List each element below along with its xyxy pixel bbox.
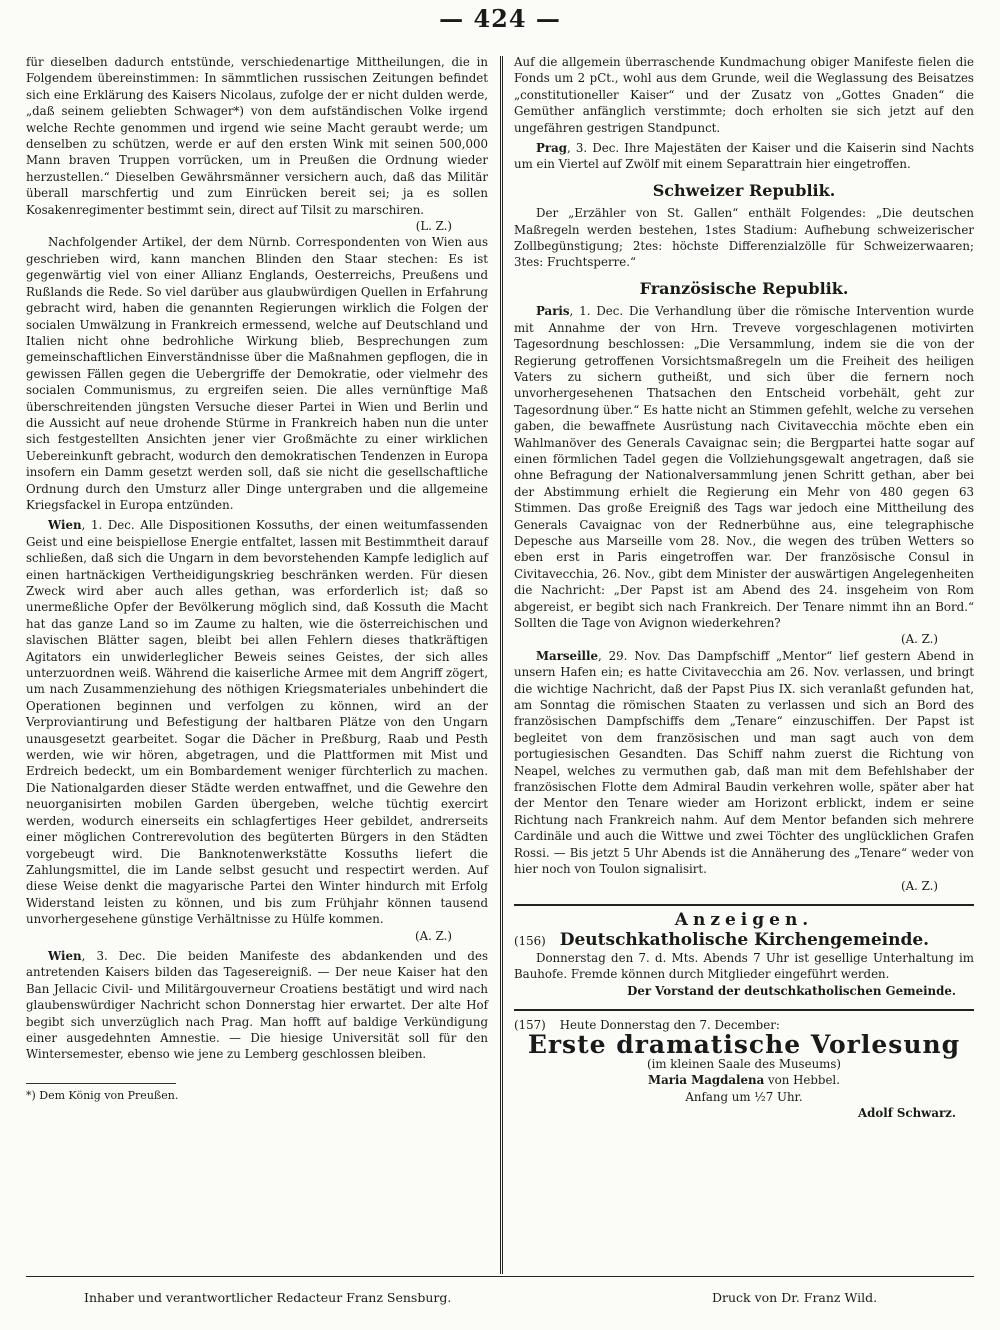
ad-signature: Adolf Schwarz. xyxy=(857,1105,956,1120)
right-column xyxy=(514,54,974,1254)
section-heading-france: Französische Republik. xyxy=(639,278,849,298)
footnote: *) Dem König von Preußen. xyxy=(26,1088,179,1102)
article-body: , 3. Dec. Ihre Majestäten der Kaiser und die Kaiserin sind Nachts um ein Viertel auf Zwölf mit einem Separattrain hier eingetroffen. xyxy=(514,141,974,172)
ad-signature: Der Vorstand der deutschkatholischen Gemeinde. xyxy=(627,983,956,998)
article-swiss: Der „Erzähler von St. Gallen“ enthält Folgendes: „Die deutschen Maßregeln werden bestehen, 1stes Stadium: Aufhebung schweizerischer Zollbegünstigung; 2tes: höchste Differenzialzölle für Schweizerwaaren; 3tes: Fruchtsperre.“ xyxy=(514,206,974,270)
ad-heading: Erste dramatische Vorlesung xyxy=(527,1030,961,1060)
article-alliance: Nachfolgender Artikel, der dem Nürnb. Correspondenten von Wien aus geschrieben wird, kann manchen Blinden den Staar stechen: Es ist gegenwärtig viel von einer Allianz Englands, Oesterreichs, Preußens und Rußlands die Rede. So viel darüber aus glaubwürdigen Quellen in Erfahrung gebracht wird, haben die genannten Regierungen wirklich die Folgen der socialen Umwälzung in Frankreich ermessend, welche auf Deutschland und Italien nicht ohne bedrohliche Wirkung blieb, Besprechungen zum gemeinschaftlichen Einverständnisse über die Maßnahmen gepflogen, die in gewissen Fällen gegen die Uebergriffe der Demokratie, oder vielmehr des socialen Communismus, zu ergreifen seien. Die alles vernünftige Maß überschreitenden jüngsten Versuche dieser Partei in Wien und Berlin und die Aussicht auf neue drohende Stürme in Frankreich haben nun die unter sich festgestellten Ansichten jener vier Großmächte zu einer wirklichen Uebereinkunft gebracht, wodurch den demokratischen Tendenzen in Europa insofern ein Damm gesetzt werden soll, daß sie nicht die gesellschaftliche Ordnung durch den Umsturz aller Dinge untergraben und die allgemeine Kriegsfackel in Europa entzünden. xyxy=(26,235,488,512)
ad-work-title: Maria Magdalena xyxy=(648,1073,765,1088)
source-signature: (A. Z.) xyxy=(901,878,938,893)
article-prag xyxy=(514,140,974,173)
column-divider xyxy=(500,56,503,1274)
article-body: , 29. Nov. Das Dampfschiff „Mentor“ lief gestern Abend in unsern Hafen ein; es hatte Civitavecchia am 26. Nov. verlassen, und bringt die wichtige Nachricht, daß der Papst Pius IX. sich veranlaßt gefunden hat, am Sonntag die römischen Staaten zu verlassen und sich an Bord des französischen Dampfschiffs dem „Tenare“ einzuschiffen. Der Papst ist begleitet von dem französischen und man sagt auch von dem portugiesischen Gesandten. Das Schiff nahm zuerst die Richtung von Neapel, welches zu vermuthen gab, daß man mit dem Befehlshaber der französischen Flotte dem Admiral Baudin verkehren wolle, später aber hat der Mentor den Tenare wieder am Horizont erblickt, indem er seine Richtung nach Frankreich nahm. Auf dem Mentor befanden sich mehrere Cardinäle und auch die Wittwe und zwei Töchter des unglücklichen Grafen Rossi. — Bis jetzt 5 Uhr Abends ist die Annäherung des „Tenare“ weder von hier noch von Toulon signalisirt. xyxy=(514,648,974,877)
article-body: , 1. Dec. Die Verhandlung über die römische Intervention wurde mit Annahme der von Hrn. Treveve vorgeschlagenen motivirten Tagesordnung beschlossen: „Die Versammlung, indem sie die von der Regierung getroffenen Vorsichtsmaßregeln um die Freiheit des heiligen Vaters zu sichern gutheißt, und sich über die fernern noch unvorhergesehenen Thatsachen den Entscheid vorbehält, geht zur Tagesordnung über.“ Es hatte nicht an Stimmen gefehlt, welche zu versehen gaben, die bewaffnete Ausrüstung nach Civitavecchia möchte eben ein Wahlmanöver des Generals Cavaignac sein; die Bergpartei hatte sogar auf einen förmlichen Tadel gegen die Vollziehungsgewalt angetragen, daß sie ohne Befragung der Nationalversammlung jenen Schritt gethan, aber bei der Abstimmung erhielt die Regierung ein Mehr von 480 gegen 63 Stimmen. Das große Ereigniß des Tags war jedoch eine Mittheilung des Generals Cavaignac von der Rednerbühne aus, eine telegraphische Depesche aus Marseille vom 28. Nov., die wegen des trüben Wetters so eben erst in Paris eingetroffen war. Der französische Consul in Civitavecchia, 26. Nov., gibt dem Minister der auswärtigen Angelegenheiten die Nachricht: „Der Papst ist am Abend des 24. insgeheim von Rom abgereist, er begibt sich nach Frankreich. Der Tenare nimmt ihn an Bord.“ Sollten die Tage von Avignon wiederkehren? xyxy=(514,304,974,630)
source-signature: (A. Z.) xyxy=(415,928,452,943)
ad-separator xyxy=(514,1009,974,1011)
advertisement-157 xyxy=(514,1017,974,1121)
article-marseille xyxy=(514,648,974,878)
ad-number: (156) xyxy=(514,934,546,949)
article-russia: für dieselben dadurch entstünde, verschiedenartige Mittheilungen, die in Folgendem übereinstimmen: In sämmtlichen russischen Zeitungen befindet sich eine Erklärung des Kaisers Nicolaus, zufolge der er nicht dulden werde, „daß seinem geliebten Schwager*) von dem aufständischen Volke irgend welche Rechte genommen und irgend wie seine Macht geraubt werde; um denselben zu schützen, werde er auf den ersten Wink mit seinen 500,000 Mann braven Truppen vorrücken, um in Preußen die Ordnung wieder herzustellen.“ Dieselben Gewährsmänner versichern auch, daß das Militär überall marschfertig und zum Einrücken bereit sei; ja es sollen Kosakenregimenter bestimmt sein, direct auf Tilsit zu marschiren. xyxy=(26,55,488,217)
article-fonds: Auf die allgemein überraschende Kundmachung obiger Manifeste fielen die Fonds um 2 pCt., wohl aus dem Grunde, weil die Weglassung des Beisatzes „constitutioneller Kaiser“ und der Zusatz von „Gottes Gnaden“ die Gemüther anfänglich verstimmte; doch erholten sie sich jetzt auf den ungefähren gestrigen Standpunct. xyxy=(514,55,974,135)
ad-venue: (im kleinen Saale des Museums) xyxy=(646,1056,842,1071)
article-wien-3dec xyxy=(26,948,488,1063)
ad-start-time: Anfang um ½7 Uhr. xyxy=(685,1089,803,1104)
footer-rule xyxy=(26,1276,974,1277)
ads-rule xyxy=(514,904,974,906)
footer-printer: Druck von Dr. Franz Wild. xyxy=(712,1290,878,1305)
ad-heading-line xyxy=(514,932,974,949)
source-signature: (A. Z.) xyxy=(901,632,938,647)
advertisement-156 xyxy=(514,932,974,999)
article-paris xyxy=(514,303,974,631)
ad-heading: Deutschkatholische Kirchengemeinde. xyxy=(559,930,930,951)
ads-title: Anzeigen. xyxy=(674,909,814,930)
article-body: , 1. Dec. Alle Dispositionen Kossuths, der einen weitumfassenden Geist und eine beispiellose Energie entfaltet, lassen mit Bestimmtheit darauf schließen, daß sich die Ungarn in dem bevorstehenden Kampfe lediglich auf einen hartnäckigen Vertheidigungskrieg beschränken werden. Für diesen Zweck wird aber auch alles gethan, was erforderlich ist; daß so unermeßliche Opfer der Bevölkerung möglich sind, daß Kossuth die Macht hat das ganze Land so im Zaume zu halten, wie die österreichischen und slavischen Blätter sagen, bleibt bei allen Fehlern dieses thatkräftigen Agitators ein unwiderleglicher Beweis seines Geistes, der sich alles unterzuordnen weiß. Während die kaiserliche Armee mit dem Angriff zögert, um nach Zusammenziehung des nöthigen Kriegsmateriales unbehindert die Operationen beginnen und verfolgen zu können, wird an der Verproviantirung und Befestigung der haltbaren Plätze von den Ungarn unausgesetzt gearbeitet. Sogar die Dächer in Preßburg, Raab und Pesth werden, wie wir hören, abgetragen, und die Plattformen mit Mist und Erdreich bedeckt, um ein Bombardement weniger fürchterlich zu machen. Die Nationalgarden dieser Städte werden entwaffnet, und die Gewehre den neuorganisirten mobilen Garden übergeben, welche tüchtig exercirt werden, wodurch einerseits ein schlagfertiges Heer gebildet, andrerseits einer möglichen Contrerevolution des begüterten Bürgers in den Städten vorgebeugt wird. Die Banknotenwerkstätte Kossuths liefert die Zahlungsmittel, die im Lande selbst gesucht und respectirt werden. Auf diese Weise denkt die magyarische Partei den Winter hindurch mit Erfolg Widerstand leisten zu können, und bis zum Frühjahr können tausend unvorhergesehene günstige Verhältnisse zu Hülfe kommen. xyxy=(26,518,488,927)
ad-text: Donnerstag den 7. d. Mts. Abends 7 Uhr ist gesellige Unterhaltung im Bauhofe. Fremde können durch Mitglieder eingeführt werden. xyxy=(514,950,974,982)
article-body: , 3. Dec. Die beiden Manifeste des abdankenden und des antretenden Kaisers bilden das Tagesereigniß. — Der neue Kaiser hat den Ban Jellacic Civil- und Militärgouverneur Croatiens bestätigt und wird nach glaubenswürdiger Nachricht schon Donnerstag hier erwartet. Der alte Hof begibt sich unverzüglich nach Prag. Man hofft auf baldige Verkündigung einer ausgedehnten Amnestie. — Die hiesige Universität soll für den Wintersemester, ebenso wie jene zu Lemberg geschlossen bleiben. xyxy=(26,948,488,1062)
article-wien-1dec xyxy=(26,517,488,927)
section-heading-swiss: Schweizer Republik. xyxy=(652,180,836,200)
ad-work-author: von Hebbel. xyxy=(767,1073,840,1088)
page-number: — 424 — xyxy=(439,4,561,33)
ad-work-line xyxy=(514,1072,974,1088)
left-column xyxy=(26,54,488,1254)
dateline-place: Paris xyxy=(536,304,570,319)
source-signature: (L. Z.) xyxy=(415,219,452,234)
dateline-place: Prag xyxy=(536,141,567,156)
dateline-place: Wien xyxy=(48,518,82,533)
dateline-place: Marseille xyxy=(536,648,599,663)
ad-intro: Heute Donnerstag den 7. December: xyxy=(559,1017,780,1032)
ad-number: (157) xyxy=(514,1017,546,1032)
dateline-place: Wien xyxy=(48,948,82,963)
footnote-rule xyxy=(26,1083,176,1084)
footer-editor: Inhaber und verantwortlicher Redacteur Franz Sensburg. xyxy=(84,1290,452,1305)
